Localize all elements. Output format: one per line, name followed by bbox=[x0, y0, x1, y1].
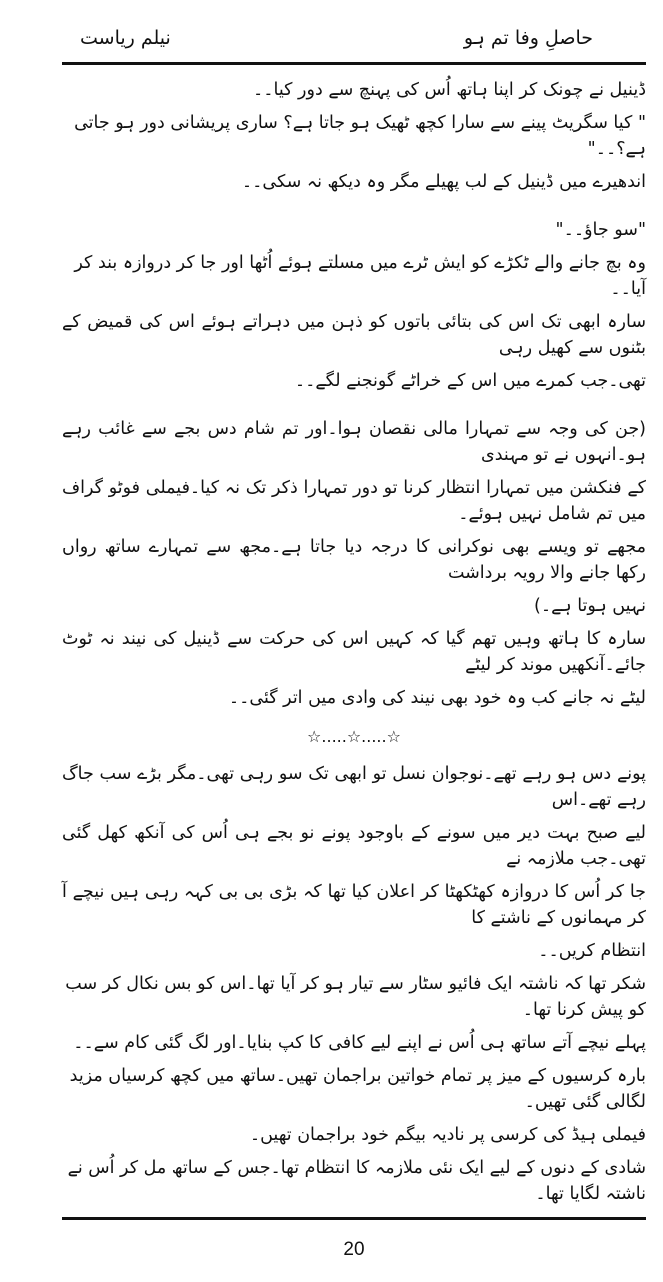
text-line: جا کر اُس کا دروازہ کھٹکھٹا کر اعلان کیا تھا کہ بڑی بی بی کہہ رہی ہیں نیچے آ کر مہمانوں کے ناشتے کا bbox=[62, 882, 646, 928]
text-line: "سو جاؤ۔۔" bbox=[555, 220, 646, 240]
author-name: نیلم ریاست bbox=[80, 27, 171, 49]
header-rule bbox=[62, 62, 646, 65]
page-header bbox=[62, 0, 646, 52]
text-line: سارہ کا ہاتھ وہیں تھم گیا کہ کہیں اس کی حرکت سے ڈینیل کی نیند نہ ٹوٹ جائے۔آنکھیں موند کر لیٹے bbox=[62, 629, 646, 675]
text-line: کے فنکشن میں تمہارا انتظار کرنا تو دور تمہارا ذکر تک نہ کیا۔فیملی فوٹو گراف میں تم شامل نہیں ہوئے۔ bbox=[62, 478, 646, 524]
section-separator: ☆.....☆.....☆ bbox=[307, 727, 401, 746]
footer-rule bbox=[62, 1217, 646, 1220]
text-line: انتظام کریں۔۔ bbox=[538, 941, 646, 961]
page-number: 20 bbox=[343, 1239, 365, 1260]
text-line: سارہ ابھی تک اس کی بتائی باتوں کو ذہن میں دہراتے ہوئے اس کی قمیض کے بٹنوں سے کھیل رہی bbox=[62, 312, 646, 358]
text-line: (جن کی وجہ سے تمہارا مالی نقصان ہوا۔اور تم شام دس بجے سے غائب رہے ہو۔انہوں نے تو مہندی bbox=[62, 419, 646, 465]
text-line: اندھیرے میں ڈینیل کے لب پھیلے مگر وہ دیکھ نہ سکی۔۔ bbox=[241, 172, 646, 192]
text-line: پونے دس ہو رہے تھے۔نوجوان نسل تو ابھی تک سو رہی تھی۔مگر بڑے سب جاگ رہے تھے۔اس bbox=[62, 764, 646, 810]
text-line: شادی کے دنوں کے لیے ایک نئی ملازمہ کا انتظام تھا۔جس کے ساتھ مل کر اُس نے ناشتہ لگایا تھا۔ bbox=[67, 1158, 646, 1204]
text-line: " کیا سگریٹ پینے سے سارا کچھ ٹھیک ہو جاتا ہے؟ ساری پریشانی دور ہو جاتی ہے؟۔۔" bbox=[74, 113, 646, 159]
text-line: ڈینیل نے چونک کر اپنا ہاتھ اُس کی پہنچ سے دور کیا۔۔ bbox=[253, 80, 646, 100]
text-line: شکر تھا کہ ناشتہ ایک فائیو سٹار سے تیار ہو کر آیا تھا۔اس کو بس نکال کر سب کو پیش کرنا تھا۔ bbox=[65, 974, 646, 1020]
text-line: تھی۔جب کمرے میں اس کے خراٹے گونجنے لگے۔۔ bbox=[294, 371, 646, 391]
text-line: لیے صبح بہت دیر میں سونے کے باوجود پونے نو بجے ہی اُس کی آنکھ کھل گئی تھی۔جب ملازمہ نے bbox=[62, 823, 646, 869]
text-line: وہ بچ جانے والے ٹکڑے کو ایش ٹرے میں مسلتے ہوئے اُٹھا اور جا کر دروازہ بند کر آیا۔۔ bbox=[74, 253, 646, 299]
text-line: مجھے تو ویسے بھی نوکرانی کا درجہ دیا جاتا ہے۔مجھ سے تمہارے ساتھ رواں رکھا جانے والا رویہ برداشت bbox=[62, 537, 646, 583]
text-line: لیٹے نہ جانے کب وہ خود بھی نیند کی وادی میں اتر گئی۔۔ bbox=[228, 688, 646, 708]
text-line: بارہ کرسیوں کے میز پر تمام خواتین براجمان تھیں۔ساتھ میں کچھ کرسیاں مزید لگالی گئی تھیں۔ bbox=[69, 1066, 646, 1112]
text-line: فیملی ہیڈ کی کرسی پر نادیہ بیگم خود براجمان تھیں۔ bbox=[249, 1125, 646, 1145]
text-line: پہلے نیچے آتے ساتھ ہی اُس نے اپنے لیے کافی کا کپ بنایا۔اور لگ گئی کام سے۔۔ bbox=[73, 1033, 646, 1053]
text-line: نہیں ہوتا ہے۔) bbox=[534, 596, 646, 616]
book-title: حاصلِ وفا تم ہو bbox=[463, 27, 593, 49]
